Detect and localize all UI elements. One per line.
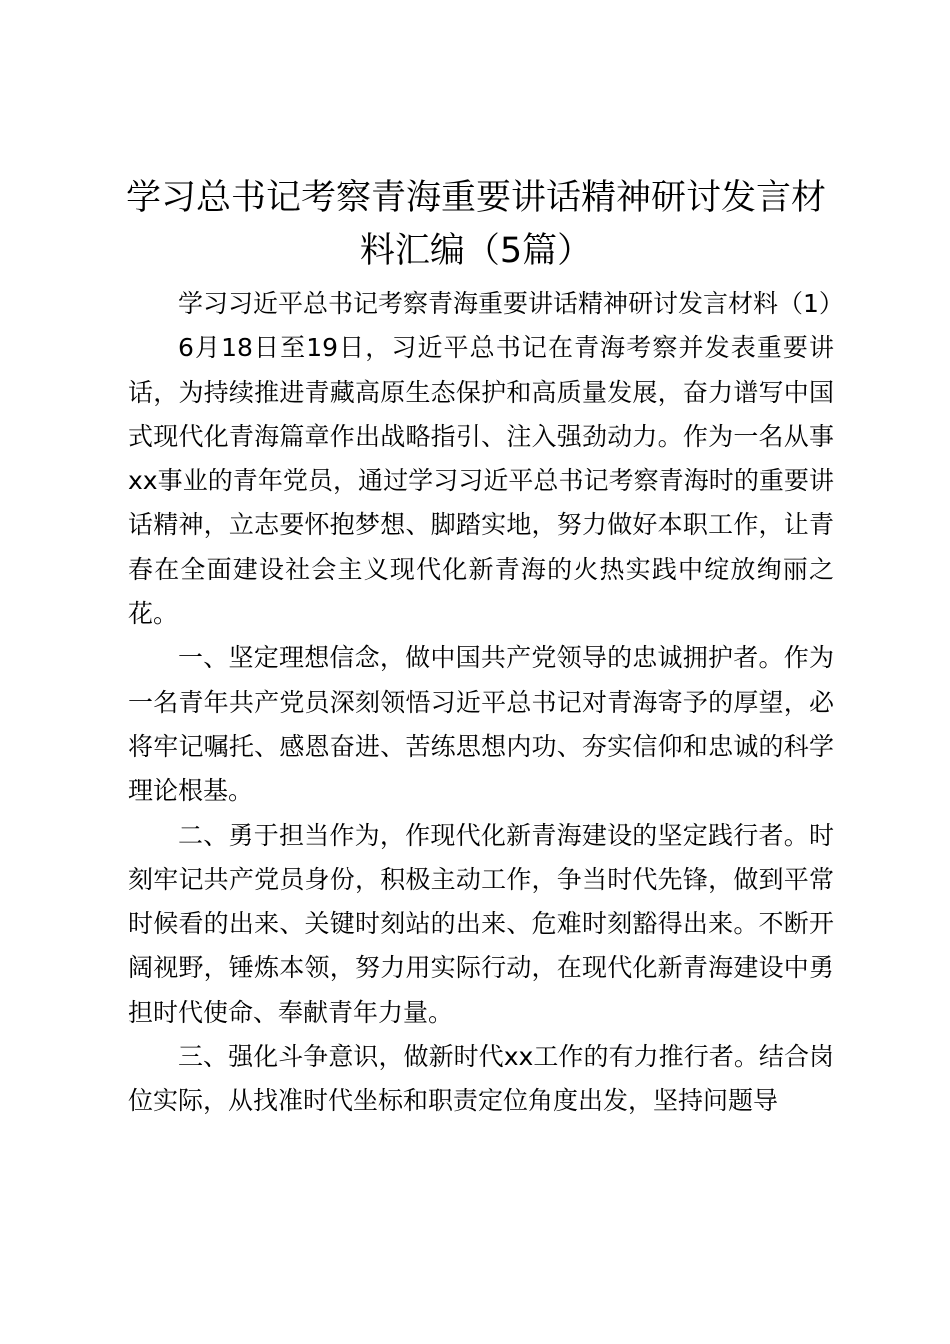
document-body <box>128 282 844 1124</box>
paragraph-point-three: 三、强化斗争意识，做新时代xx工作的有力推行者。结合岗位实际，从找准时代坐标和职责定位角度出发，坚持问题导 <box>128 1042 834 1116</box>
paragraph-intro: 6月18日至19日，习近平总书记在青海考察并发表重要讲话，为持续推进青藏高原生态保护和高质量发展，奋力谱写中国式现代化青海篇章作出战略指引、注入强劲动力。作为一名从事xx事业的青年党员，通过学习习近平总书记考察青海时的重要讲话精神，立志要怀抱梦想、脚踏实地，努力做好本职工作，让青春在全面建设社会主义现代化新青海的火热实践中绽放绚丽之花。 <box>128 333 834 629</box>
paragraph-subtitle: 学习习近平总书记考察青海重要讲话精神研讨发言材料（1） <box>178 289 844 318</box>
paragraph-point-two: 二、勇于担当作为，作现代化新青海建设的坚定践行者。时刻牢记共产党员身份，积极主动工作，争当时代先锋，做到平常时候看的出来、关键时刻站的出来、危难时刻豁得出来。不断开阔视野，锤炼本领，努力用实际行动，在现代化新青海建设中勇担时代使命、奉献青年力量。 <box>128 820 834 1027</box>
paragraph-point-one: 一、坚定理想信念，做中国共产党领导的忠诚拥护者。作为一名青年共产党员深刻领悟习近平总书记对青海寄予的厚望，必将牢记嘱托、感恩奋进、苦练思想内功、夯实信仰和忠诚的科学理论根基。 <box>128 643 834 806</box>
document-title: 学习总书记考察青海重要讲话精神研讨发言材料汇编（5篇） <box>125 178 826 271</box>
